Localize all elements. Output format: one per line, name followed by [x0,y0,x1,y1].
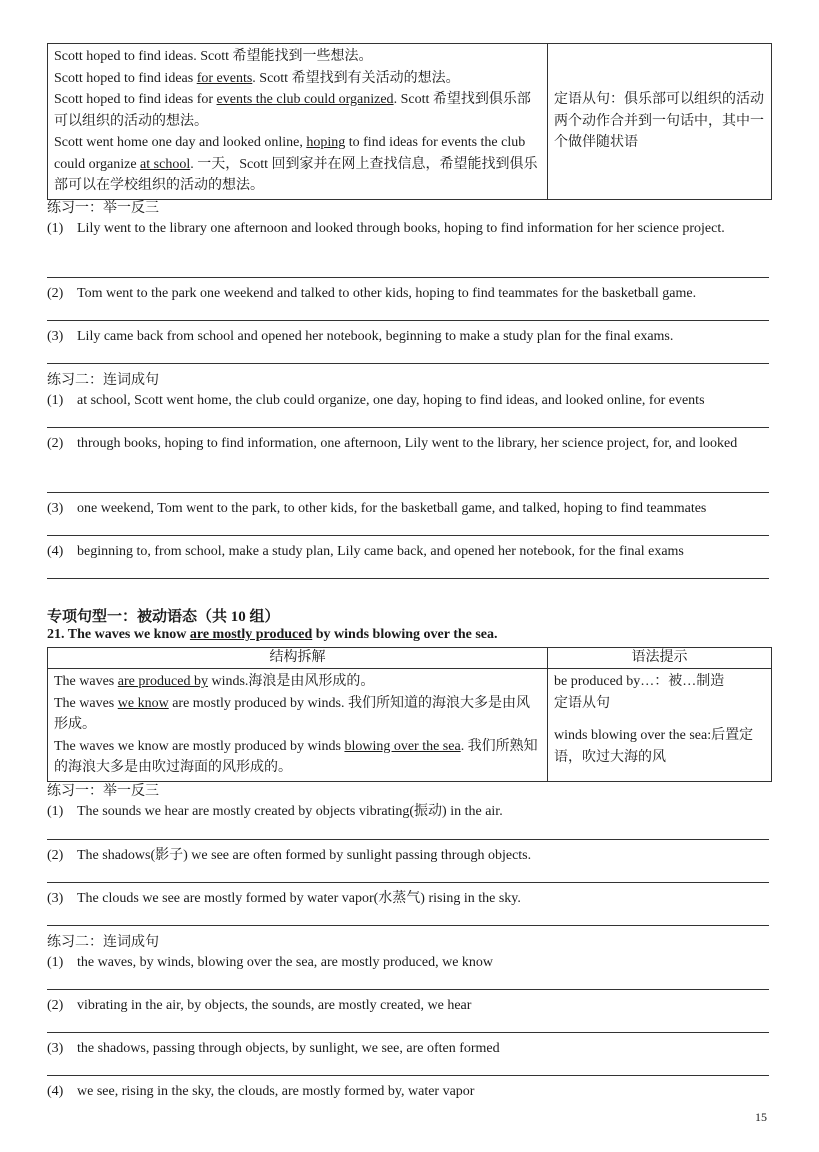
table2-note-1: be produced by…：被…制造 [554,674,725,689]
exercise-2b-item-4: (4) we see, rising in the sky, the clouds, are mostly formed by, water vapor [47,1084,475,1099]
exercise-2-header: 练习二：连词成句 [47,373,159,388]
table2-left-cell [48,669,548,782]
table1-left-cell [48,44,548,200]
exercise-1-header: 练习一：举一反三 [47,201,159,216]
page-number: 15 [755,1110,767,1124]
answer-line [47,427,769,428]
answer-line [47,882,769,883]
table1-row-4: Scott went home one day and looked online, hoping to find ideas for events the club could organize at school. 一天，Scott 回到家并在网上查找信息，希望能找到俱乐部可以在学校组织的活动的想法。 [54,135,538,193]
table1-right-cell [548,44,772,200]
answer-line [47,925,769,926]
exercise-1-item-1: (1) Lily went to the library one afternoon and looked through books, hoping to find information for her science project. [47,221,725,236]
answer-line [47,839,769,840]
table1-row-1: Scott hoped to find ideas. Scott 希望能找到一些想法。 [54,49,373,64]
answer-line [47,277,769,278]
exercise-2-item-3: (3) one weekend, Tom went to the park, to other kids, for the basketball game, and talked, hoping to find teammates [47,501,707,516]
exercise-1-item-3: (3) Lily came back from school and opened her notebook, beginning to make a study plan for the final exams. [47,329,674,344]
answer-line [47,535,769,536]
exercise-2-item-4: (4) beginning to, from school, make a study plan, Lily came back, and opened her notebook, for the final exams [47,544,684,559]
table1-row-2: Scott hoped to find ideas for events. Scott 希望找到有关活动的想法。 [54,70,460,86]
table1-row-3: Scott hoped to find ideas for events the club could organized. Scott 希望找到俱乐部可以组织的活动的想法。 [54,92,531,129]
exercise-1b-item-2: (2) The shadows(影子) we see are often formed by sunlight passing through objects. [47,848,532,863]
exercise-2b-item-2: (2) vibrating in the air, by objects, the sounds, are mostly created, we hear [47,998,472,1013]
exercise-2-item-2: (2) through books, hoping to find information, one afternoon, Lily went to the library, her science project, for, and looked [47,436,738,451]
table1-note-2: 两个动作合并到一句话中，其中一个做伴随状语 [554,113,764,150]
structure-table-2 [47,647,772,782]
exercise-2b-item-1: (1) the waves, by winds, blowing over the sea, are mostly produced, we know [47,955,494,970]
sentence-21: 21. The waves we know are mostly produced by winds blowing over the sea. [47,627,498,642]
answer-line [47,578,769,579]
table2-header-structure: 结构拆解 [48,648,548,669]
answer-line [47,363,769,364]
exercise-2b-header: 练习二：连词成句 [47,935,159,950]
answer-line [47,1075,769,1076]
table2-note-2: 定语从句 [554,695,610,711]
answer-line [47,492,769,493]
answer-line [47,320,769,321]
table2-row-2: The waves we know are mostly produced by winds. 我们所知道的海浪大多是由风形成。 [54,695,530,732]
table2-row-3: The waves we know are mostly produced by winds blowing over the sea. 我们所熟知的海浪大多是由吹过海面的风形成的。 [54,738,538,775]
answer-line [47,989,769,990]
section-title: 专项句型一：被动语态（共 10 组） [47,609,280,625]
exercise-1b-header: 练习一：举一反三 [47,784,159,799]
exercise-2b-item-3: (3) the shadows, passing through objects, by sunlight, we see, are often formed [47,1041,500,1056]
table2-right-cell [548,669,772,782]
table2-row-1: The waves are produced by winds.海浪是由风形成的。 [54,674,375,689]
table2-header-grammar: 语法提示 [548,648,772,669]
table1-note-1: 定语从句：俱乐部可以组织的活动 [554,92,764,107]
exercise-1b-item-3: (3) The clouds we see are mostly formed by water vapor(水蒸气) rising in the sky. [47,891,521,906]
exercise-2-item-1: (1) at school, Scott went home, the club could organize, one day, hoping to find ideas, and looked online, for events [47,393,705,408]
exercise-1b-item-1: (1) The sounds we hear are mostly created by objects vibrating(振动) in the air. [47,804,503,819]
table2-note-3: winds blowing over the sea:后置定语，吹过大海的风 [554,728,754,765]
answer-line [47,1032,769,1033]
exercise-1-item-2: (2) Tom went to the park one weekend and talked to other kids, hoping to find teammates for the basketball game. [47,286,697,301]
structure-table-1 [47,43,772,200]
